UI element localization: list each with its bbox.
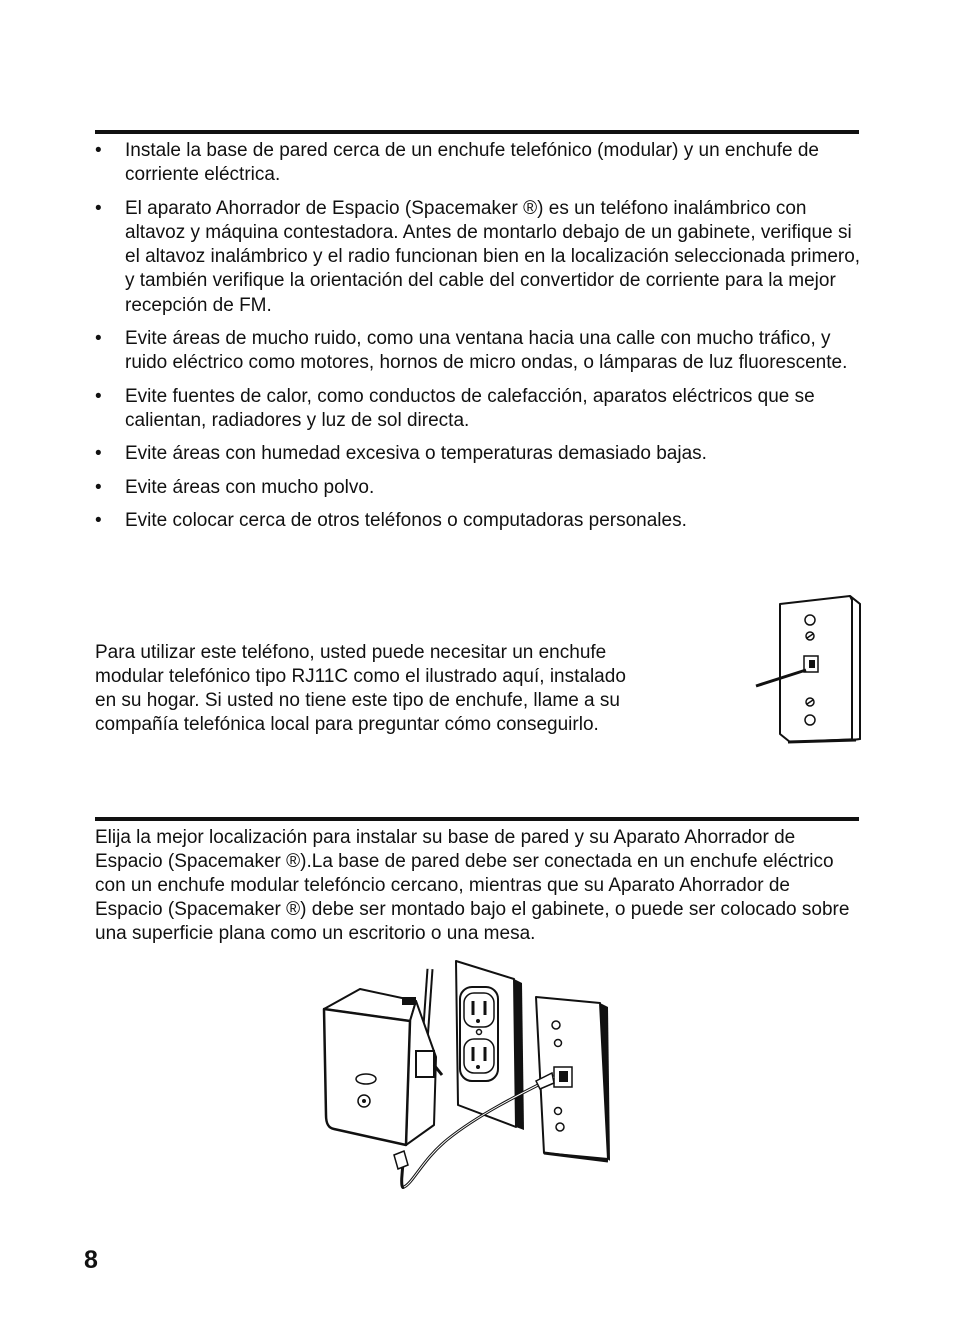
bullet-icon: • [95,140,102,161]
section-rule-top [95,130,859,134]
bullet-icon: • [95,385,102,407]
wall-base-installation-illustration [318,955,618,1195]
list-item-text: Evite áreas con mucho polvo. [125,476,375,498]
rj11c-wall-jack-illustration [752,594,862,744]
bullet-icon: • [95,443,102,465]
list-item [95,197,865,318]
list-item-text: El aparato Ahorrador de Espacio (Spacemaker ®) es un teléfono inalámbrico con altavoz y máquina contestadora. Antes de montarlo debajo de un gabinete, verifique si el altavoz inalámbrico y el radio funcionan bien en la localización seleccionada primero, y también verifique la orientación del cable del convertidor de corriente para la mejor recepción de FM. [125,197,861,316]
list-item [95,385,865,433]
bullet-icon: • [95,328,102,350]
list-item-text: Evite áreas con humedad excesiva o temperaturas demasiado bajas. [125,443,707,465]
location-paragraph: Elija la mejor localización para instalar su base de pared y su Aparato Ahorrador de Espacio (Spacemaker ®).La base de pared debe ser conectada en un enchufe eléctrico con un enchufe modular telefóncio cercano, mientras que su Aparato Ahorrador de Espacio (Spacemaker ®) debe ser montado bajo el gabinete, o puede ser colocado sobre una superficie plana como un escritorio o una mesa. [95,827,850,944]
list-item-text: Evite fuentes de calor, como conductos de calefacción, aparatos eléctricos que se calientan, radiadores y luz de sol directa. [125,385,815,431]
page-number: 8 [84,1246,98,1274]
bullet-icon: • [95,197,102,219]
placement-guidelines-list [95,139,865,543]
list-item-text: Evite colocar cerca de otros teléfonos o computadoras personales. [125,510,687,532]
bullet-icon: • [95,476,102,498]
list-item-text: Instale la base de pared cerca de un enchufe telefónico (modular) y un enchufe de corriente eléctrica. [125,140,819,186]
section-rule-bottom [95,817,859,821]
list-item [95,509,865,533]
list-item [95,476,865,500]
modular-jack-paragraph: Para utilizar este teléfono, usted puede necesitar un enchufe modular telefónico tipo RJ11C como el ilustrado aquí, instalado en su hogar. Si usted no tiene este tipo de enchufe, llame a su compañía telefónica local para preguntar cómo conseguirlo. [95,642,626,735]
bullet-icon: • [95,510,102,532]
list-item [95,327,865,375]
list-item [95,442,865,466]
list-item [95,139,865,187]
list-item-text: Evite áreas de mucho ruido, como una ventana hacia una calle con mucho tráfico, y ruido eléctrico como motores, hornos de micro ondas, o lámparas de luz fluorescente. [125,328,848,374]
